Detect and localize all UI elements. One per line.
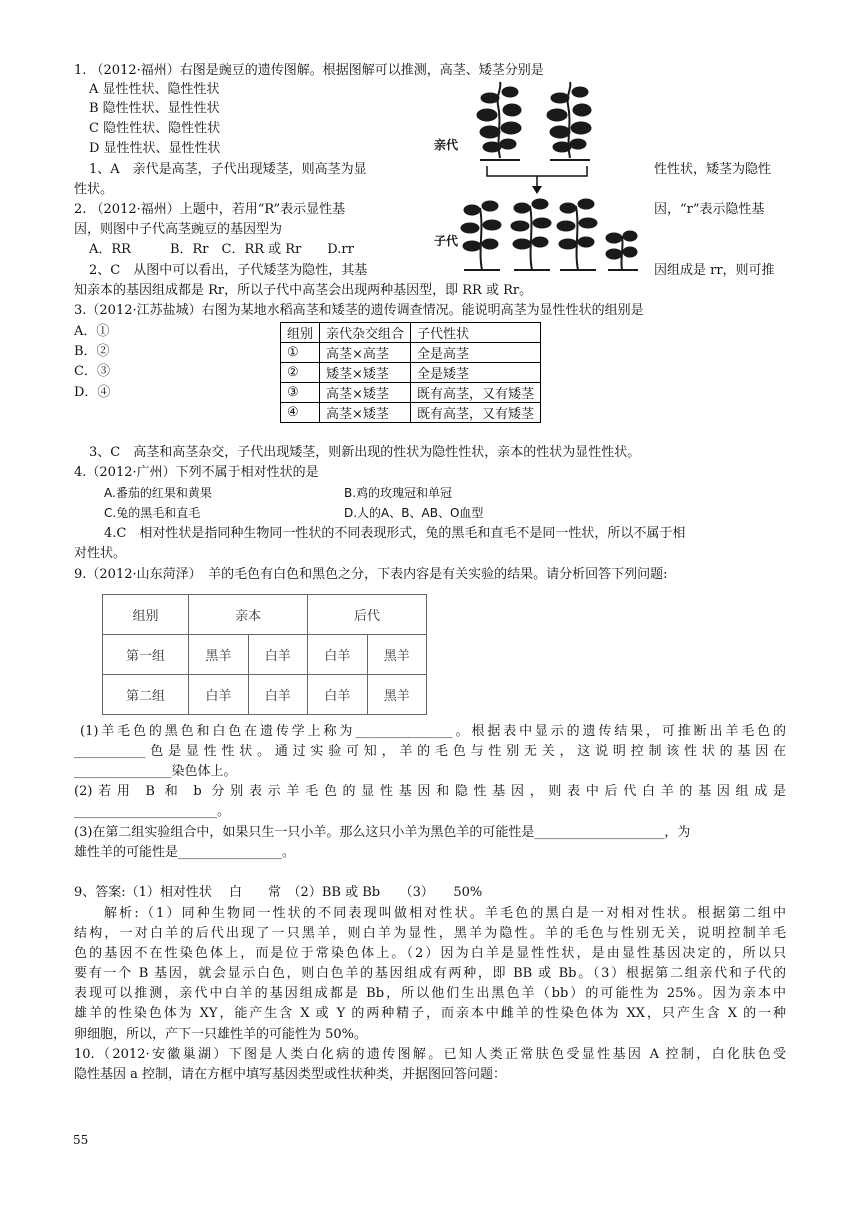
- table-header-cell: 组别: [281, 323, 320, 343]
- table-cell: 黑羊: [189, 635, 248, 675]
- q2-stem-tail: 因，则图中子代高茎豌豆的基因型为: [74, 222, 283, 237]
- table-cell: 白羊: [189, 675, 248, 715]
- q9-sub1-line2: ___________色是显性性状。通过实验可知，羊的毛色与性别无关，这说明控制该性状的基因在: [74, 744, 786, 759]
- sheep-color-table: [102, 594, 427, 715]
- q4-option-c: C.兔的黑毛和直毛: [104, 506, 201, 520]
- table-cell: 黑羊: [367, 675, 426, 715]
- table-row: [281, 363, 541, 383]
- table-row: [281, 403, 541, 423]
- q1-answer-left: 1、A 亲代是高茎，子代出现矮茎，则高茎为显: [89, 162, 367, 177]
- q9-sub3-line2: 雄性羊的可能性是________________。: [74, 845, 296, 860]
- q1-answer-right: 性性状，矮茎为隐性: [654, 162, 772, 177]
- q2-answer-tail: 知亲本的基因组成都是 Rr，所以子代中高茎会出现两种基因型，即 RR 或 Rr。: [74, 283, 533, 298]
- table-header-row: [103, 595, 427, 635]
- table-cell: 第二组: [103, 675, 189, 715]
- q3-option-b: B．②: [74, 344, 110, 359]
- q2-answer-right: 因组成是 rr，则可推: [654, 263, 775, 278]
- q1-stem: 1. （2012·福州）右图是豌豆的遗传图解。根据图解可以推测，高茎、矮茎分别是: [74, 63, 544, 78]
- q2-answer-left: 2、C 从图中可以看出，子代矮茎为隐性，其基: [89, 263, 368, 278]
- table-cell: 黑羊: [367, 635, 426, 675]
- q1-option-d: D 显性性状、显性性状: [89, 141, 221, 156]
- q9-analysis-line: 解析:（1）同种生物同一性状的不同表现叫做相对性状。羊毛色的黑白是一对相对性状。根据第二组中: [104, 906, 786, 921]
- page-number: 55: [73, 1133, 89, 1147]
- table-header-cell: 亲本: [189, 595, 308, 635]
- q9-analysis-line: 要有一个 B 基因，就会显示白色，则白色羊的基因组成有两种，即 BB 或 Bb。（3）根据第二组亲代和子代的: [74, 966, 786, 981]
- child-plant-4-short: [606, 231, 638, 270]
- table-header-cell: 组别: [103, 595, 189, 635]
- q2-stem-left: 2. （2012·福州）上题中，若用“R”表示显性基: [74, 202, 346, 217]
- table-header-cell: 子代性状: [411, 323, 541, 343]
- q4-option-a: A.番茄的红果和黄果: [104, 486, 212, 500]
- table-cell: ②: [281, 363, 320, 383]
- q10-stem-line1: 10.（2012·安徽巢湖）下图是人类白化病的遗传图解。已知人类正常肤色受显性基因 A 控制，白化肤色受: [74, 1047, 786, 1062]
- q3-option-c: C．③: [74, 364, 110, 379]
- q9-analysis-line: 色的基因不在性染色体上，而是位于常染色体上。（2）因为白羊是显性性状，是由显性基因决定的，所以只: [74, 946, 786, 961]
- q10-stem-line2: 隐性基因 a 控制，请在方框中填写基因类型或性状种类，并据图回答问题：: [74, 1067, 507, 1082]
- q9-sub2-line2: ______________________。: [74, 804, 231, 819]
- table-cell: 全是矮茎: [411, 363, 541, 383]
- q4-answer-tail: 对性状。: [74, 546, 127, 561]
- q3-option-a: A．①: [74, 324, 110, 339]
- q4-stem: 4.（2012·广州）下列不属于相对性状的是: [74, 465, 319, 480]
- table-header-cell: 亲代杂交组合: [320, 323, 411, 343]
- q9-answer: 9、答案:（1）相对性状 白 常 （2）BB 或 Bb （3） 50%: [74, 885, 483, 900]
- q9-analysis-line: 卵细胞，所以，产下一只雄性羊的可能性为 50%。: [74, 1027, 368, 1042]
- q9-sub3-line1: (3)在第二组实验组合中，如果只生一只小羊。那么这只小羊为黑色羊的可能性是____________________，为: [74, 825, 691, 840]
- table-cell: 白羊: [248, 675, 307, 715]
- pea-figure-svg: [432, 80, 647, 275]
- table-cell: 高茎×矮茎: [320, 383, 411, 403]
- q9-sub2-line1: (2)若用 B 和 b 分别表示羊毛色的显性基因和隐性基因，则表中后代白羊的基因组成是: [74, 784, 786, 799]
- table-row: [103, 675, 427, 715]
- table-cell: 既有高茎，又有矮茎: [411, 403, 541, 423]
- table-row: [103, 635, 427, 675]
- child-plant-2: [511, 199, 551, 270]
- parent-plant-left: [477, 82, 521, 160]
- q4-option-d: D.人的A、B、AB、O血型: [344, 506, 484, 520]
- table-row: [281, 383, 541, 403]
- table-cell: 矮茎×矮茎: [320, 363, 411, 383]
- q9-analysis-line: 表现可以推测，亲代中白羊的基因组成都是 Bb，所以他们生出黑色羊（bb）的可能性为 25%。因为亲本中: [74, 986, 786, 1001]
- q9-analysis-line: 结构，一对白羊的后代出现了一只黑羊，则白羊为显性，黑羊为隐性。羊的毛色与性别无关，说明控制羊毛: [74, 926, 786, 941]
- table-cell: 既有高茎，又有矮茎: [411, 383, 541, 403]
- parent-generation-label: 亲代: [434, 138, 459, 152]
- table-cell: 高茎×高茎: [320, 343, 411, 363]
- table-cell: ①: [281, 343, 320, 363]
- pea-inheritance-figure: [432, 80, 647, 275]
- q9-analysis-line: 雄羊的性染色体为 XY，能产生含 X 或 Y 的两种精子，而亲本中雌羊的性染色体为 XX，只产生含 X 的一种: [74, 1006, 786, 1021]
- down-arrow-head: [532, 186, 542, 194]
- q9-sub1-line3: _______________染色体上。: [74, 764, 237, 779]
- table-cell: ③: [281, 383, 320, 403]
- table-cell: 第一组: [103, 635, 189, 675]
- table-cell: ④: [281, 403, 320, 423]
- table-cell: 白羊: [308, 675, 367, 715]
- parent-plant-right: [547, 82, 591, 160]
- q3-option-d: D．④: [74, 385, 111, 400]
- q4-answer: 4.C 相对性状是指同种生物同一性状的不同表现形式，兔的黑毛和直毛不是同一性状，所以不属于相: [104, 526, 686, 541]
- table-cell: 全是高茎: [411, 343, 541, 363]
- q3-answer: 3、C 高茎和高茎杂交，子代出现矮茎，则新出现的性状为隐性性状，亲本的性状为显性性状。: [89, 445, 641, 460]
- table-cell: 高茎×矮茎: [320, 403, 411, 423]
- table-header-row: [281, 323, 541, 343]
- q1-option-b: B 隐性性状、显性性状: [89, 101, 220, 116]
- table-cell: 白羊: [308, 635, 367, 675]
- q1-option-a: A 显性性状、隐性性状: [89, 82, 220, 97]
- q4-option-b: B.鸡的玫瑰冠和单冠: [344, 486, 453, 500]
- table-row: [281, 343, 541, 363]
- q9-sub1-line1: (1)羊毛色的黑色和白色在遗传学上称为_______________。根据表中显示的遗传结果，可推断出羊毛色的: [80, 724, 786, 739]
- q9-stem: 9.（2012·山东菏泽） 羊的毛色有白色和黑色之分，下表内容是有关实验的结果。请分析回答下列问题:: [74, 567, 668, 582]
- child-plant-3: [557, 199, 597, 270]
- child-plant-1: [461, 201, 501, 270]
- q1-option-c: C 隐性性状、隐性性状: [89, 121, 221, 136]
- table-header-cell: 后代: [308, 595, 427, 635]
- q2-stem-right: 因，“r”表示隐性基: [654, 202, 765, 217]
- table-cell: 白羊: [248, 635, 307, 675]
- child-generation-label: 子代: [434, 234, 459, 248]
- cross-bracket: [487, 166, 587, 176]
- q3-stem: 3.（2012·江苏盐城）右图为某地水稻高茎和矮茎的遗传调查情况。能说明高茎为显性性状的组别是: [74, 303, 644, 318]
- q1-answer-tail: 性状。: [74, 182, 114, 197]
- q2-options: A．RR B．Rr C．RR 或 Rr D.rr: [89, 242, 354, 257]
- rice-height-table: [280, 322, 541, 423]
